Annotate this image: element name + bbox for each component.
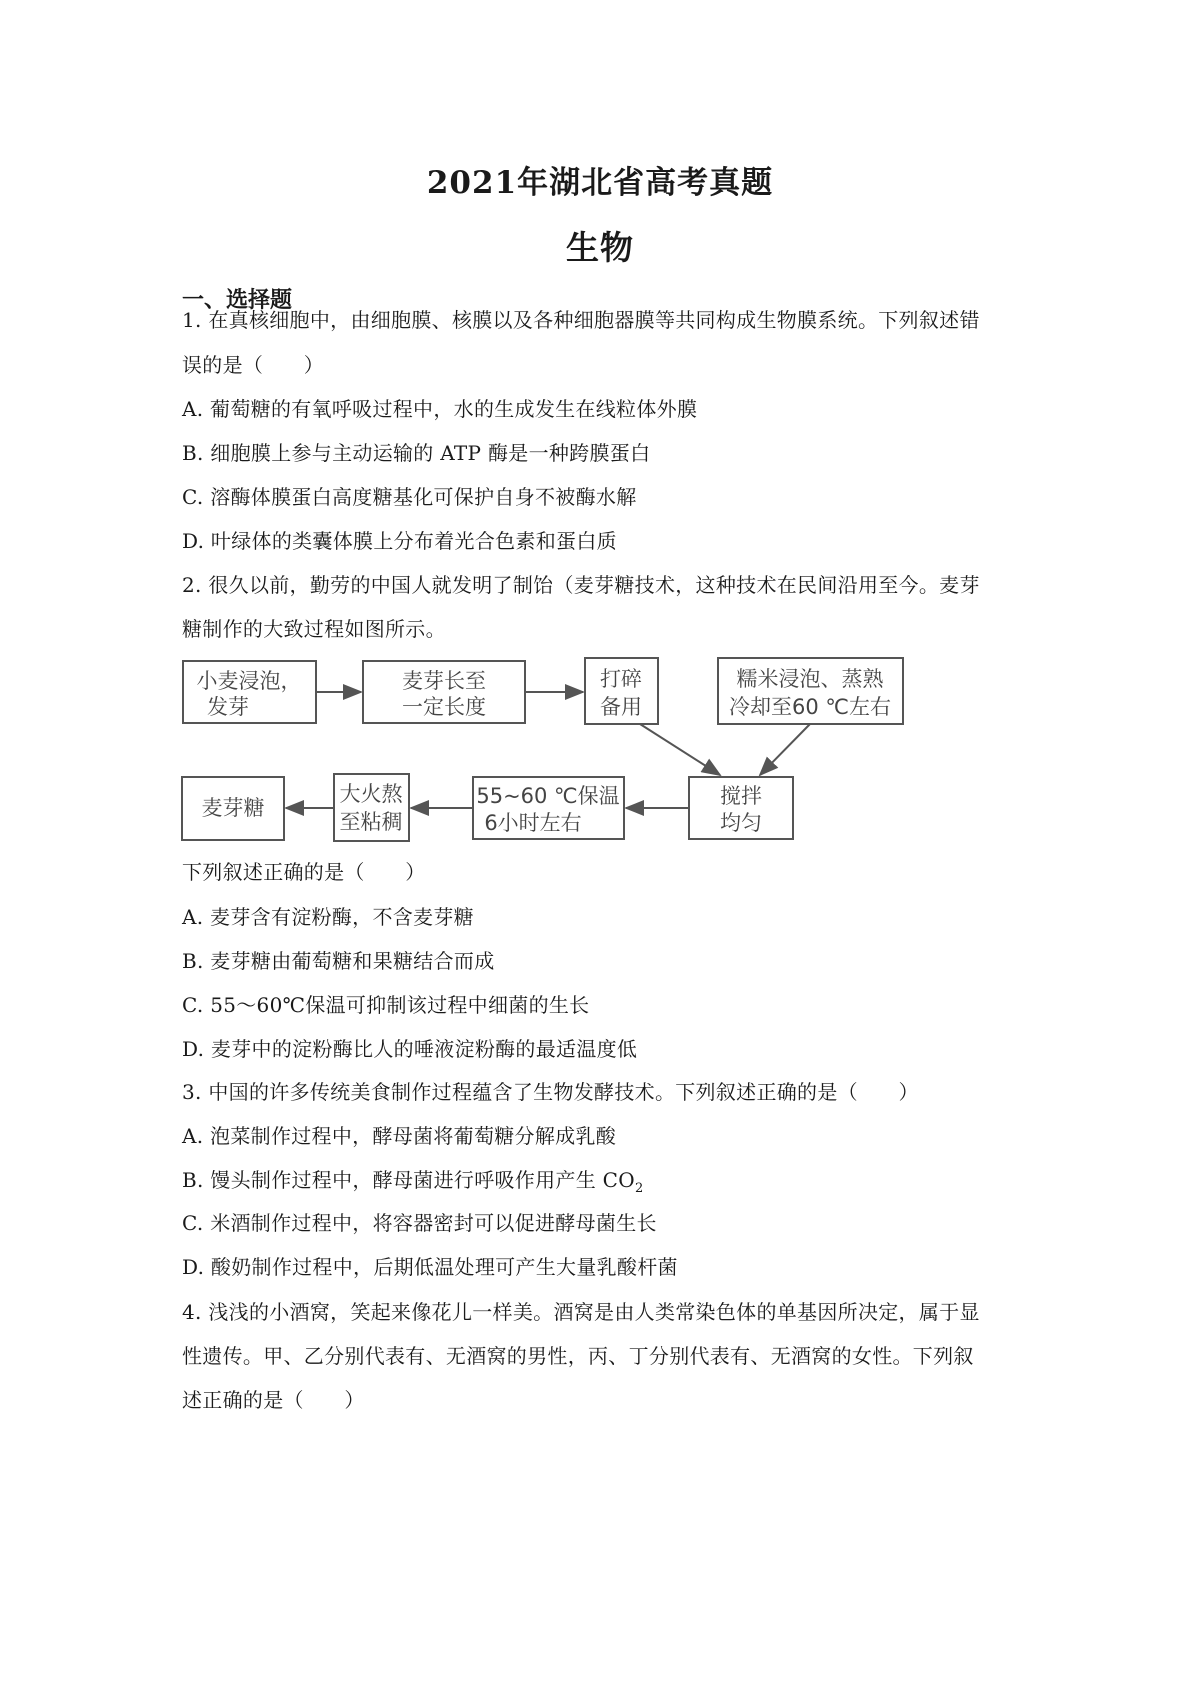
q3-option-c: C. 米酒制作过程中，将容器密封可以促进酵母菌生长 (182, 1211, 657, 1235)
flow-box4-line1: 糯米浸泡、蒸熟 (736, 667, 884, 691)
q3-option-b-subscript: 2 (634, 1181, 644, 1196)
q3-option-b (182, 1164, 644, 1196)
q3-stem: 3. 中国的许多传统美食制作过程蕴含了生物发酵技术。下列叙述正确的是（ ） (182, 1080, 919, 1104)
q3-option-b-text: B. 馒头制作过程中，酵母菌进行呼吸作用产生 CO (182, 1168, 635, 1192)
q2-stem-line2: 糖制作的大致过程如图所示。 (182, 617, 446, 641)
flow-box4-line2: 冷却至60 ℃左右 (729, 695, 891, 719)
q2-stem-line1: 2. 很久以前，勤劳的中国人就发明了制饴（麦芽糖技术，这种技术在民间沿用至今。麦芽 (182, 573, 980, 597)
q1-option-a: A. 葡萄糖的有氧呼吸过程中，水的生成发生在线粒体外膜 (182, 397, 698, 421)
section-heading: 一、选择题 (182, 287, 293, 313)
flow-box2-line2: 一定长度 (402, 695, 486, 719)
q4-stem-line2: 性遗传。甲、乙分别代表有、无酒窝的男性，丙、丁分别代表有、无酒窝的女性。下列叙 (182, 1344, 974, 1368)
q2-option-c: C. 55～60℃保温可抑制该过程中细菌的生长 (182, 993, 590, 1017)
flow-box8-label: 麦芽糖 (201, 796, 265, 820)
q1-option-d: D. 叶绿体的类囊体膜上分布着光合色素和蛋白质 (182, 529, 617, 553)
flow-box5-line2: 均匀 (720, 811, 762, 835)
q2-option-a: A. 麦芽含有淀粉酶，不含麦芽糖 (182, 905, 474, 929)
flow-box1-line1: 小麦浸泡， (196, 669, 302, 693)
q1-stem-line1: 1. 在真核细胞中，由细胞膜、核膜以及各种细胞器膜等共同构成生物膜系统。下列叙述错 (182, 308, 980, 332)
q4-stem-line1: 4. 浅浅的小酒窝，笑起来像花儿一样美。酒窝是由人类常染色体的单基因所决定，属于显 (182, 1300, 980, 1324)
flow-box7-line2: 至粘稠 (339, 810, 403, 834)
flow-box3-line1: 打碎 (600, 667, 642, 691)
q1-option-c: C. 溶酶体膜蛋白高度糖基化可保护自身不被酶水解 (182, 485, 637, 509)
flow-box1-line2: 发芽 (207, 695, 249, 719)
q3-option-d: D. 酸奶制作过程中，后期低温处理可产生大量乳酸杆菌 (182, 1255, 678, 1279)
flow-box6-line1: 55~60 ℃保温 (476, 784, 620, 808)
q4-stem-line3: 述正确的是（ ） (182, 1388, 365, 1412)
flow-box5-line1: 搅拌 (720, 784, 762, 808)
q2-option-d: D. 麦芽中的淀粉酶比人的唾液淀粉酶的最适温度低 (182, 1037, 638, 1061)
q2-question: 下列叙述正确的是（ ） (182, 860, 426, 884)
q2-option-b: B. 麦芽糖由葡萄糖和果糖结合而成 (182, 949, 495, 973)
flow-box3-line2: 备用 (600, 695, 642, 719)
flow-box6-line2: 6小时左右 (484, 811, 582, 835)
q1-option-b: B. 细胞膜上参与主动运输的 ATP 酶是一种跨膜蛋白 (182, 441, 651, 465)
flow-box7-line1: 大火熬 (339, 782, 403, 806)
q3-option-a: A. 泡菜制作过程中，酵母菌将葡萄糖分解成乳酸 (182, 1124, 617, 1148)
q1-stem-line2: 误的是（ ） (182, 353, 325, 377)
exam-title: 2021年湖北省高考真题 (426, 165, 774, 201)
flow-box2-line1: 麦芽长至 (402, 669, 486, 693)
subject-title: 生物 (566, 228, 634, 267)
